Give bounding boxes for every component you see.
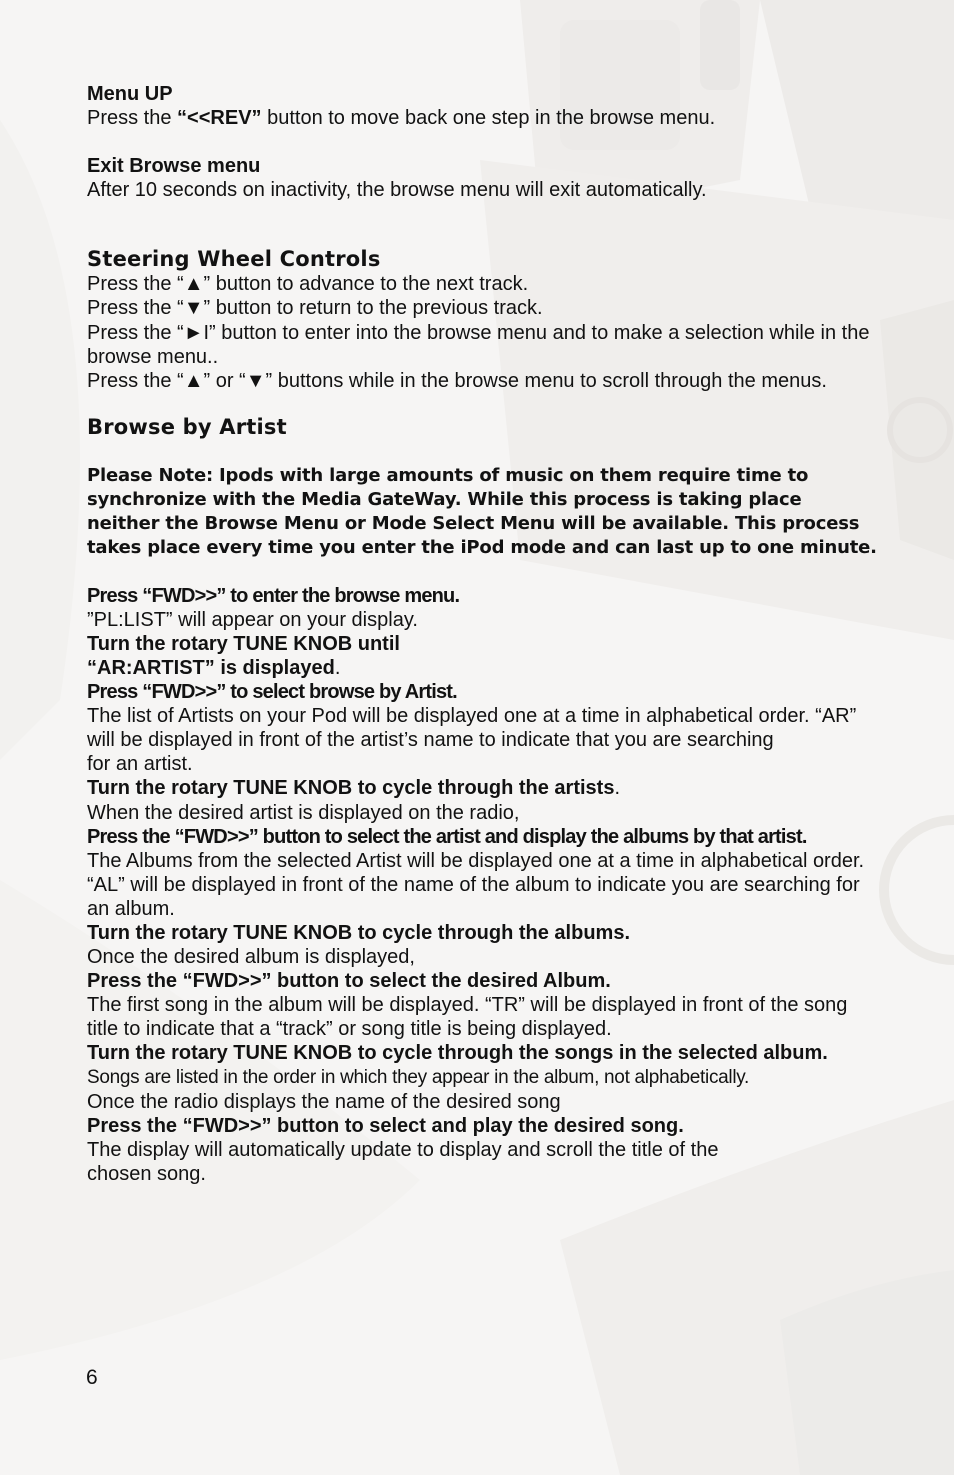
step-select-artist-albums-result: The Albums from the selected Artist will be displayed one at a time in alphabetical order. “AL” will be displayed in front of the name of the album to indicate you are searching for an album. xyxy=(87,849,865,920)
step-turn-knob-b xyxy=(87,656,877,680)
menu-up-text xyxy=(87,106,877,130)
step-select-artist-albums: Press the “FWD>>” button to select the artist and display the albums by that artist. xyxy=(87,825,807,848)
step-cycle-songs: Turn the rotary TUNE KNOB to cycle through the songs in the selected album. xyxy=(87,1042,828,1065)
step-select-artist-result-b: for an artist. xyxy=(87,753,193,776)
menu-up-text-suffix: button to move back one step in the browse menu. xyxy=(261,107,716,130)
step-select-artist-result-a: The list of Artists on your Pod will be displayed one at a time in alphabetical order. “AR” will be displayed in front of the artist’s name to indicate that you are searching xyxy=(87,705,857,752)
steering-line: Press the “▲” or “▼” buttons while in the browse menu to scroll through the menus. xyxy=(87,369,827,392)
step-turn-knob-b-text: “AR:ARTIST” is displayed xyxy=(87,656,335,679)
manual-page-content xyxy=(87,82,877,1186)
menu-up-title: Menu UP xyxy=(87,83,173,105)
step-select-album-result: The first song in the album will be displayed. “TR” will be displayed in front of the song title to indicate that a “track” or song title is being displayed. xyxy=(87,994,848,1041)
step-enter-browse-result: ”PL:LIST” will appear on your display. xyxy=(87,608,418,631)
browse-artist-heading: Browse by Artist xyxy=(87,414,287,439)
step-cycle-artists-result: When the desired artist is displayed on the radio, xyxy=(87,801,520,824)
step-enter-browse: Press “FWD>>” to enter the browse menu. xyxy=(87,584,460,607)
step-cycle-artists xyxy=(87,776,877,800)
step-cycle-albums-result: Once the desired album is displayed, xyxy=(87,946,415,969)
steering-line: Press the “▼” button to return to the previous track. xyxy=(87,297,543,320)
step-cycle-songs-result-a: Songs are listed in the order in which they appear in the album, not alphabetically. xyxy=(87,1066,750,1088)
step-cycle-artists-end: . xyxy=(614,777,621,800)
rev-button-label: “<<REV” xyxy=(177,107,262,130)
menu-up-text-prefix: Press the xyxy=(87,107,178,130)
please-note: Please Note: Ipods with large amounts of music on them require time to synchronize with the Media GateWay. While this process is taking place neither the Browse Menu or Mode Select Menu will be available. This process takes place every time you enter the iPod mode and can last up to one minute. xyxy=(87,464,877,559)
step-cycle-artists-text: Turn the rotary TUNE KNOB to cycle through the artists xyxy=(87,777,615,800)
step-cycle-albums: Turn the rotary TUNE KNOB to cycle through the albums. xyxy=(87,921,631,944)
step-cycle-songs-result-b: Once the radio displays the name of the desired song xyxy=(87,1090,561,1113)
exit-browse-title: Exit Browse menu xyxy=(87,155,261,178)
step-turn-knob-a: Turn the rotary TUNE KNOB until xyxy=(87,632,400,655)
steering-line: Press the “▲” button to advance to the next track. xyxy=(87,273,529,296)
steering-line: Press the “►I” button to enter into the browse menu and to make a selection while in the browse menu.. xyxy=(87,321,870,368)
steering-heading: Steering Wheel Controls xyxy=(87,247,381,272)
step-play-song-result: The display will automatically update to display and scroll the title of the chosen song. xyxy=(87,1138,719,1185)
step-play-song: Press the “FWD>>” button to select and play the desired song. xyxy=(87,1114,684,1137)
step-turn-knob-b-end: . xyxy=(334,656,341,679)
exit-browse-text: After 10 seconds on inactivity, the browse menu will exit automatically. xyxy=(87,179,707,202)
step-select-artist: Press “FWD>>” to select browse by Artist. xyxy=(87,681,457,704)
page-number: 6 xyxy=(86,1366,98,1389)
step-select-album: Press the “FWD>>” button to select the desired Album. xyxy=(87,970,611,993)
